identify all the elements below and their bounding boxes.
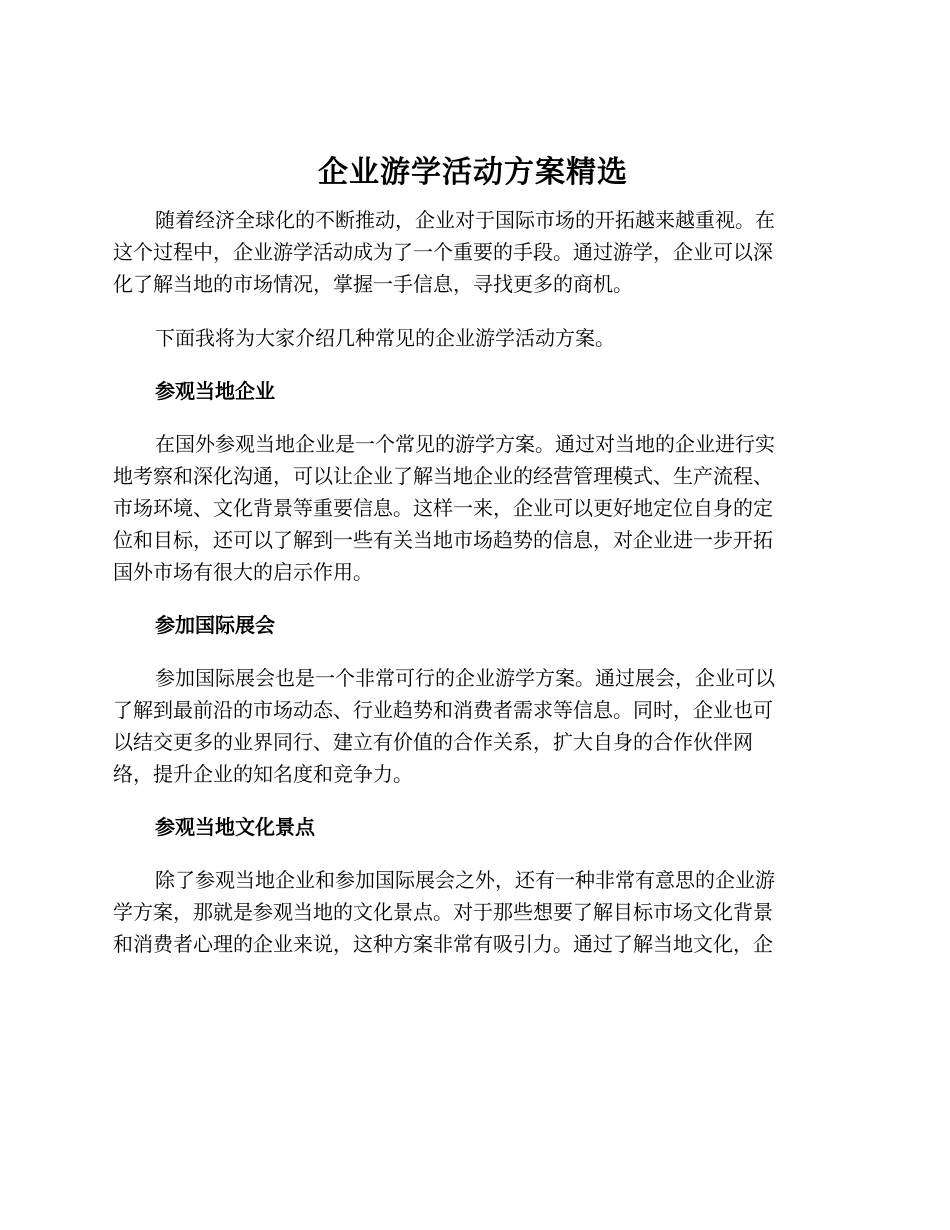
section-heading-visit-local-companies: 参观当地企业 — [155, 379, 275, 403]
paragraph-line: 和消费者心理的企业来说，这种方案非常有吸引力。通过了解当地文化，企 — [113, 932, 773, 956]
section-paragraph-cultural-sites — [113, 864, 833, 960]
document-title: 企业游学活动方案精选 — [318, 155, 628, 190]
intro-line: 这个过程中，企业游学活动成为了一个重要的手段。通过游学，企业可以深 — [113, 240, 773, 264]
section-paragraph-international-expo — [113, 662, 833, 790]
paragraph-line: 学方案，那就是参观当地的文化景点。对于那些想要了解目标市场文化背景 — [113, 900, 773, 924]
paragraph-line: 在国外参观当地企业是一个常见的游学方案。通过对当地的企业进行实 — [155, 432, 775, 456]
paragraph-line: 参加国际展会也是一个非常可行的企业游学方案。通过展会，企业可以 — [155, 666, 775, 690]
section-heading-cultural-sites: 参观当地文化景点 — [155, 815, 315, 839]
paragraph-line: 国外市场有很大的启示作用。 — [113, 560, 373, 584]
paragraph-line: 地考察和深化沟通，可以让企业了解当地企业的经营管理模式、生产流程、 — [113, 464, 773, 488]
section-heading-international-expo: 参加国际展会 — [155, 613, 275, 637]
paragraph-line: 市场环境、文化背景等重要信息。这样一来，企业可以更好地定位自身的定 — [113, 496, 773, 520]
paragraph-line: 了解到最前沿的市场动态、行业趋势和消费者需求等信息。同时，企业也可 — [113, 698, 773, 722]
section-paragraph-visit-local-companies — [113, 428, 833, 588]
paragraph-line: 以结交更多的业界同行、建立有价值的合作关系，扩大自身的合作伙伴网 — [113, 730, 753, 754]
paragraph-line: 位和目标，还可以了解到一些有关当地市场趋势的信息，对企业进一步开拓 — [113, 528, 773, 552]
intro-line: 随着经济全球化的不断推动，企业对于国际市场的开拓越来越重视。在 — [155, 208, 775, 232]
intro-line: 化了解当地的市场情况，掌握一手信息，寻找更多的商机。 — [113, 272, 633, 296]
document-page — [113, 150, 833, 960]
lead-line: 下面我将为大家介绍几种常见的企业游学活动方案。 — [155, 326, 615, 350]
paragraph-line: 络，提升企业的知名度和竞争力。 — [113, 762, 413, 786]
paragraph-line: 除了参观当地企业和参加国际展会之外，还有一种非常有意思的企业游 — [155, 868, 775, 892]
lead-paragraph — [113, 322, 833, 354]
intro-paragraph — [113, 204, 833, 300]
